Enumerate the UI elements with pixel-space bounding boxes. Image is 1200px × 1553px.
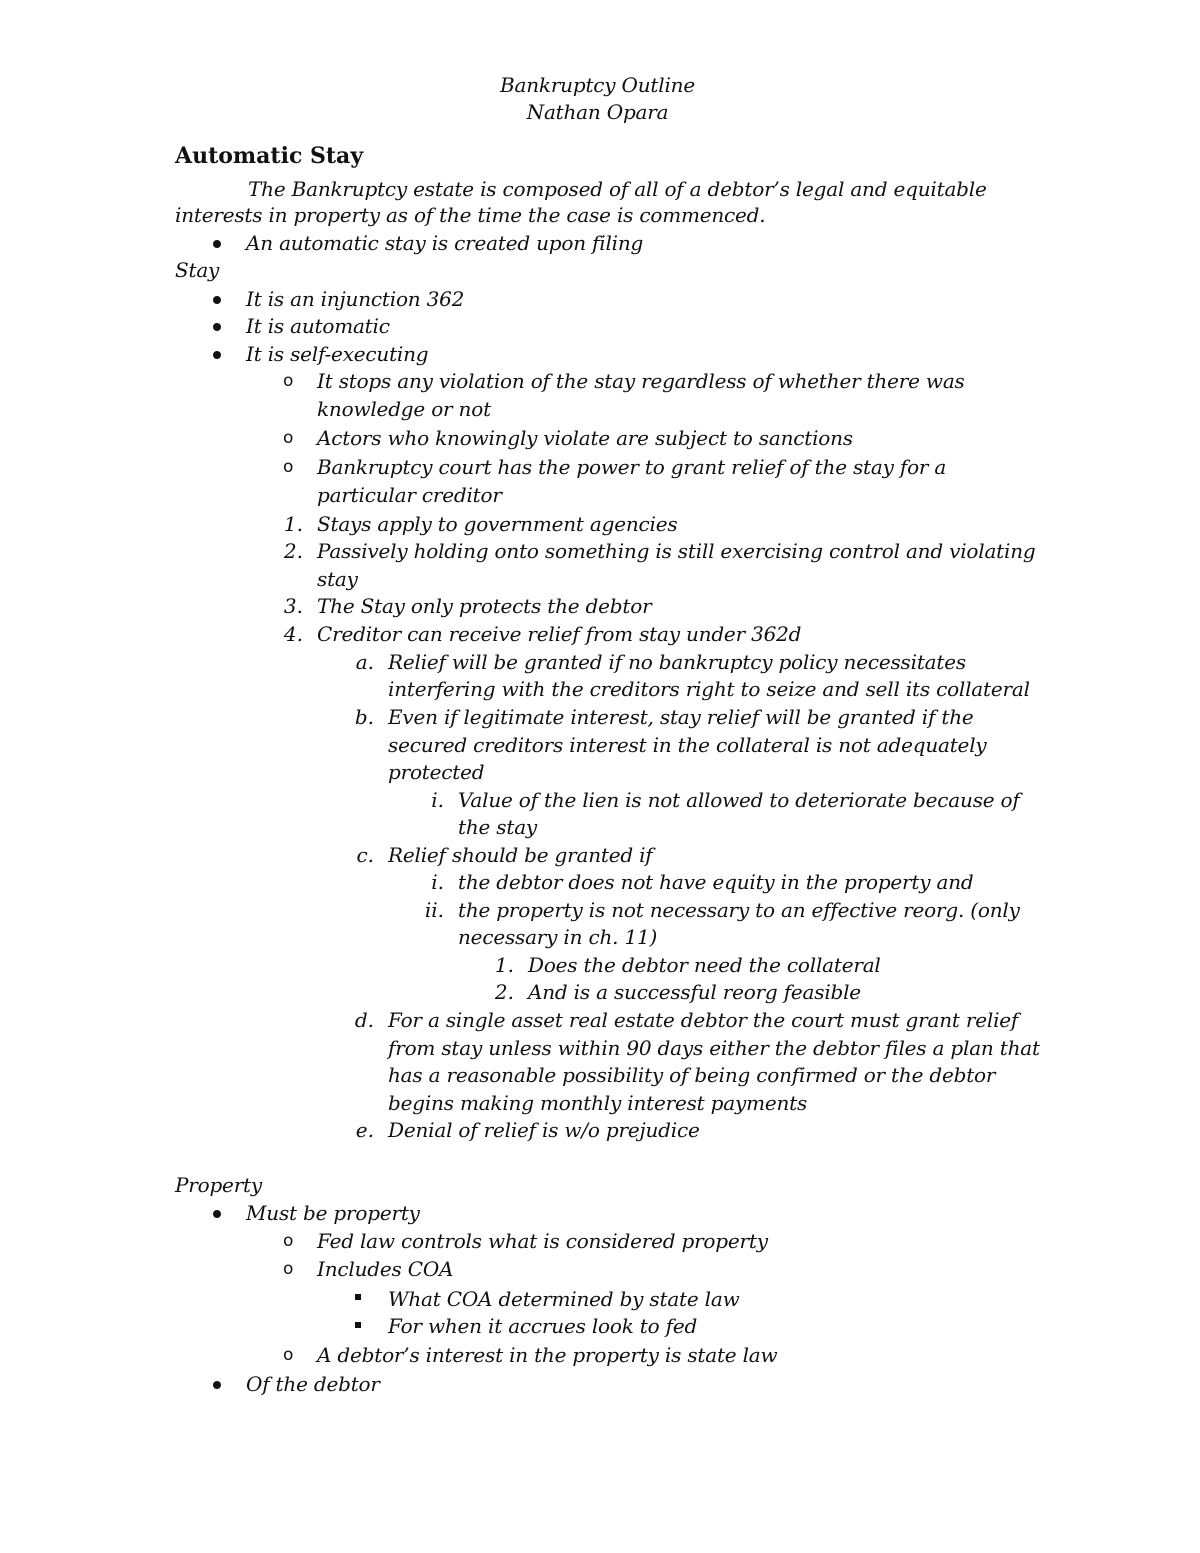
list-marker: ii. [424,898,444,922]
bullet-dot-icon [213,1210,221,1218]
circle-bullet-icon: o [283,428,294,448]
document-author: Nathan Opara [526,100,669,124]
intro-bullet: An automatic stay is created upon filing [246,231,644,255]
numbered-item: Stays apply to government agencies [317,512,678,536]
stay-bullet: It is an injunction 362 [246,287,465,311]
list-marker: i. [431,788,444,812]
numbered-item: Creditor can receive relief from stay under 362d [317,622,802,646]
list-marker: 3. [283,594,303,618]
bullet-dot-icon [213,351,221,359]
property-label: Property [175,1173,262,1197]
numbered-item: Passively holding onto something is still exercising control and violating [317,539,1036,563]
lettered-item: Denial of relief is w/o prejudice [388,1118,700,1142]
list-marker: d. [354,1008,374,1032]
section-heading: Automatic Stay [175,143,364,169]
list-marker: i. [431,870,444,894]
bullet-dot-icon [213,240,221,248]
list-marker: 2. [283,539,303,563]
lettered-item-cont: secured creditors interest in the collateral is not adequately [388,733,987,757]
circle-bullet-icon: o [283,1231,294,1251]
stay-sub-bullet: Actors who knowingly violate are subject to sanctions [317,426,853,450]
stay-bullet: It is self-executing [246,342,429,366]
square-bullet-icon [355,1322,361,1328]
numbered-item: The Stay only protects the debtor [317,594,652,618]
lettered-item: For a single asset real estate debtor the court must grant relief [388,1008,1019,1032]
circle-bullet-icon: o [283,457,294,477]
circle-bullet-icon: o [283,1345,294,1365]
property-sub-bullet: Includes COA [317,1257,454,1281]
stay-sub-bullet-cont: knowledge or not [317,397,491,421]
lettered-item-cont: interfering with the creditors right to seize and sell its collateral [388,677,1030,701]
circle-bullet-icon: o [283,371,294,391]
stay-bullet: It is automatic [246,314,390,338]
roman-item-cont: the stay [458,815,538,839]
list-marker: a. [355,650,374,674]
roman-item-cont: necessary in ch. 11) [458,925,658,949]
intro-line-1: The Bankruptcy estate is composed of all of a debtor’s legal and equitable [248,177,987,201]
lettered-item-cont: begins making monthly interest payments [388,1091,808,1115]
roman-item: Value of the lien is not allowed to deteriorate because of [458,788,1020,812]
lettered-item-cont: has a reasonable possibility of being confirmed or the debtor [388,1063,996,1087]
numbered-subitem: And is a successful reorg feasible [528,980,861,1004]
square-bullet-icon [355,1294,361,1300]
stay-sub-bullet: Bankruptcy court has the power to grant relief of the stay for a [317,455,947,479]
property-square-bullet: What COA determined by state law [388,1287,740,1311]
property-bullet: Must be property [246,1201,420,1225]
stay-sub-bullet-cont: particular creditor [317,483,502,507]
roman-item: the debtor does not have equity in the property and [458,870,974,894]
property-sub-bullet: A debtor’s interest in the property is state law [317,1343,778,1367]
list-marker: c. [356,843,374,867]
bullet-dot-icon [213,1381,221,1389]
list-marker: 1. [494,953,514,977]
lettered-item-cont: from stay unless within 90 days either the debtor files a plan that [388,1036,1040,1060]
numbered-subitem: Does the debtor need the collateral [528,953,881,977]
list-marker: e. [355,1118,374,1142]
list-marker: 4. [283,622,303,646]
list-marker: 1. [283,512,303,536]
bullet-dot-icon [213,296,221,304]
stay-label: Stay [175,258,220,282]
list-marker: b. [354,705,374,729]
numbered-item-cont: stay [317,567,358,591]
property-bullet: Of the debtor [246,1372,380,1396]
property-sub-bullet: Fed law controls what is considered property [317,1229,768,1253]
intro-line-2: interests in property as of the time the case is commenced. [175,203,766,227]
roman-item: the property is not necessary to an effective reorg. (only [458,898,1020,922]
lettered-item: Relief will be granted if no bankruptcy policy necessitates [388,650,966,674]
circle-bullet-icon: o [283,1259,294,1279]
list-marker: 2. [494,980,514,1004]
lettered-item: Even if legitimate interest, stay relief will be granted if the [388,705,974,729]
lettered-item: Relief should be granted if [388,843,653,867]
property-square-bullet: For when it accrues look to fed [388,1314,698,1338]
document-title: Bankruptcy Outline [500,73,695,97]
bullet-dot-icon [213,323,221,331]
lettered-item-cont: protected [388,760,485,784]
stay-sub-bullet: It stops any violation of the stay regardless of whether there was [317,369,965,393]
